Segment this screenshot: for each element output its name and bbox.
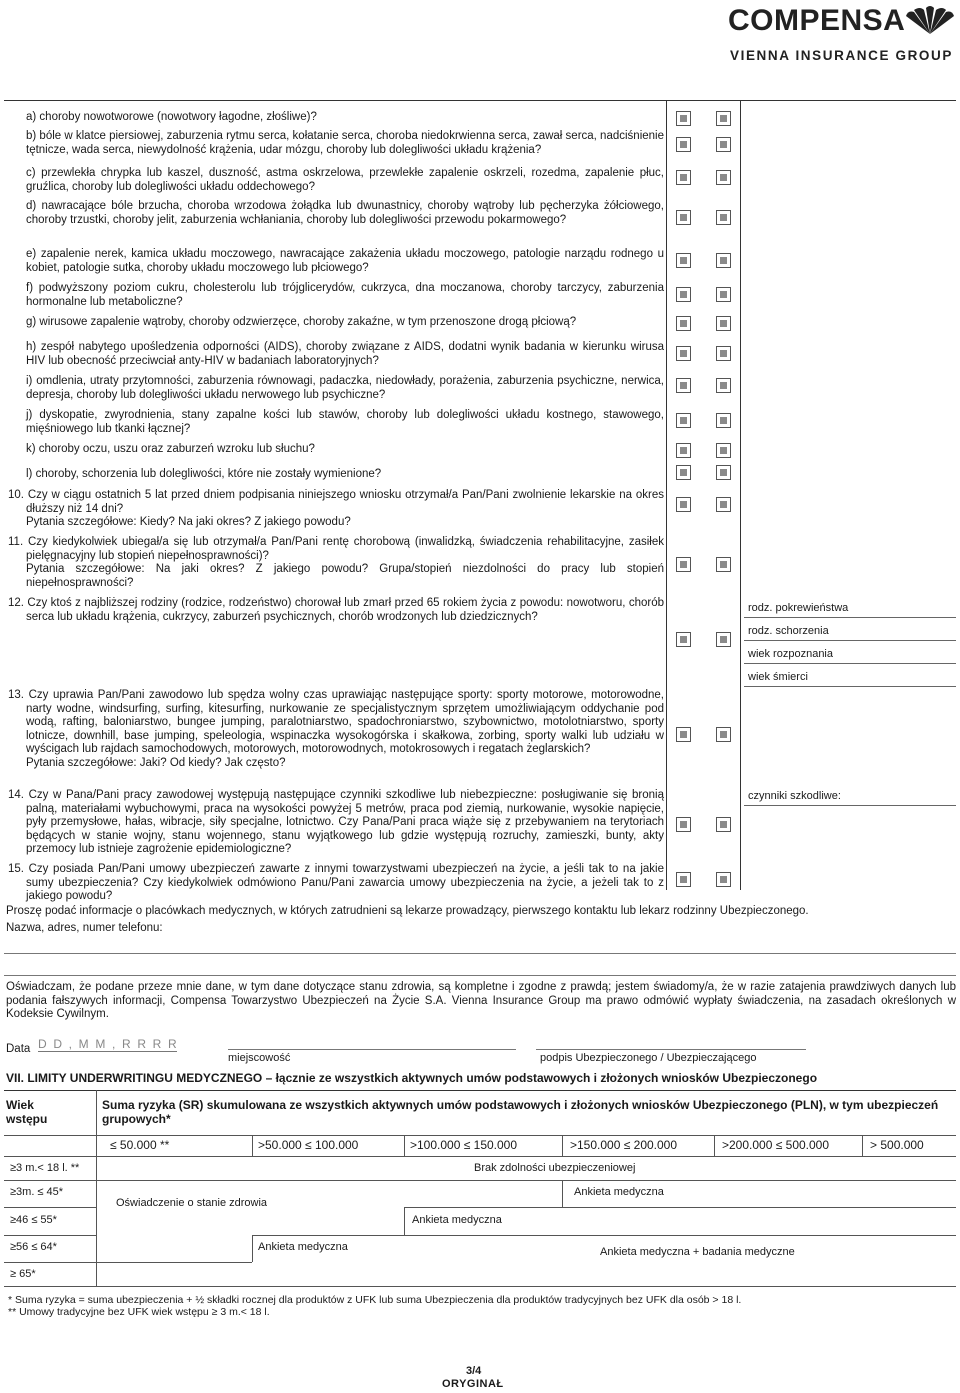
checkbox-f-no[interactable] — [716, 287, 731, 302]
page-number: 3/4 — [466, 1365, 482, 1377]
checkbox-l-yes[interactable] — [676, 465, 691, 480]
range-3: >100.000 ≤ 150.000 — [410, 1138, 518, 1152]
cell-survey-1: Ankieta medyczna — [574, 1186, 664, 1198]
declaration-text: Oświadczam, że podane przeze mnie dane, w tym dane dotyczące stanu zdrowia, są kompletne i zgodne z prawdą; jestem świadomy/a, że w razie zatajenia prawdziwych danych lub podania fałszywych informacji, Compensa Towarzystwo Ubezpieczeń na Życie S.A. Vienna Insurance Group ma prawo odmówić wypłaty świadczenia, na zasadach określonych w Kodeksie Cywilnym. — [6, 981, 956, 1020]
question-14: 14. Czy w Pana/Pani pracy zawodowej występują następujące czynniki szkodliwe lub niebezpieczne: posługiwanie się bronią palną, materiałami wybuchowymi, praca na wysokości powyżej 5 metrów, praca pod ziemią, nurkowanie, wysokie napięcie, pyły przemysłowe, hałas, wibracje, siły specjalne, lotnictwo. Czy Pana/Pani praca wiąże się z przebywaniem na terytoriach będących w stanie wojny, stanu wojennego, stanu wyjątkowego lub gdzie występują rozruchy, zamieszki, bunty, akty przemocy lub istnieje zagrożenie epidemiologiczne? — [8, 789, 664, 855]
checkbox-j-yes[interactable] — [676, 413, 691, 428]
age-row-2: ≥3m. ≤ 45* — [10, 1186, 64, 1198]
checkbox-13-yes[interactable] — [676, 727, 691, 742]
question-b: b) bóle w klatce piersiowej, zaburzenia rytmu serca, kołatanie serca, choroba niedokrwienna serca, zawał serca, nadciśnienie tętnicze, wada serca, niewydolność krążenia, udar mózgu, choroby lub dolegliwości układu krążenia? — [26, 130, 664, 156]
cell-no-capacity: Brak zdolności ubezpieczeniowej — [474, 1162, 636, 1174]
checkbox-h-yes[interactable] — [676, 346, 691, 361]
checkbox-d-yes[interactable] — [676, 210, 691, 225]
checkbox-c-no[interactable] — [716, 170, 731, 185]
question-10: 10. Czy w ciągu ostatnich 5 lat przed dniem podpisania niniejszego wniosku otrzymał/a Pan/Pani zwolnienie lekarskie na okres dłuższy niż 14 dni? Pytania szczegółowe: Kiedy? Na jaki okres? Z jakiego powodu? — [8, 489, 664, 528]
checkbox-a-yes[interactable] — [676, 111, 691, 126]
range-5: >200.000 ≤ 500.000 — [722, 1138, 830, 1152]
label-kinship: rodz. pokrewieństwa — [748, 602, 849, 614]
question-a: a) choroby nowotworowe (nowotwory łagodne, złośliwe)? — [26, 111, 317, 123]
checkbox-d-no[interactable] — [716, 210, 731, 225]
checkbox-14-no[interactable] — [716, 817, 731, 832]
question-15: 15. Czy posiada Pan/Pani umowy ubezpieczeń zawarte z innymi towarzystwami ubezpieczeń na życie, a jeśli tak to na jakie sumy ubezpieczenia? Czy kiedykolwiek odmówiono Panu/Pani zawarcia umowy ubezpieczenia na życie, a jeżeli tak to z jakiego powodu? — [8, 863, 664, 902]
label-harmful-factors: czynniki szkodliwe: — [748, 790, 841, 802]
age-row-5: ≥ 65* — [10, 1268, 36, 1280]
question-13: 13. Czy uprawia Pan/Pani zawodowo lub spędza wolny czas uprawiając następujące sporty: sporty motorowe, motorowodne, narty wodne, windsurfing, surfing, kitesurfing, nurkowanie ze specjalistycznym sprzętem umożliwiającym oddychanie pod wodą, rafting, baloniarstwo, bungee jumping, paralotniarstwo, spadochroniarstwo, szybownictwo, motolotniarstwo, sporty lotnicze, downhill, base jumping, speleologia, wspinaczka wysokogórska i skałkowa, zorbing, sporty walki lub udziału w wyścigach lub rajdach samochodowych, motorowych, motorowodnych, motokrosowych i regatach żeglarskich? Pytania szczegółowe: Jaki? Od kiedy? Jak często? — [8, 689, 664, 769]
cell-survey-2: Ankieta medyczna — [412, 1214, 502, 1226]
checkbox-13-no[interactable] — [716, 727, 731, 742]
medical-info-line — [4, 953, 956, 954]
shell-logo-icon — [902, 4, 958, 39]
footnote-2: ** Umowy tradycyjne bez UFK wiek wstępu ≥ 3 m.< 18 l. — [8, 1306, 270, 1318]
question-h: h) zespół nabytego upośledzenia odporności (AIDS), choroby związane z AIDS, dodatni wynik badania w kierunku wirusa HIV lub obecność przeciwciał anty-HIV w badaniach laboratoryjnych? — [26, 341, 664, 367]
question-11: 11. Czy kiedykolwiek ubiegał/a się lub otrzymał/a Pan/Pani rentę chorobową (inwalidzką, świadczenia rehabilitacyjne, zasiłek pielęgnacyjny lub stopień niepełnosprawności)? Pytania szczegółowe: Na jaki okres? Z jakiego powodu? Grupa/stopień niezdolności do pracy lub stopień niepełnosprawności? — [8, 536, 664, 589]
age-row-3: ≥46 ≤ 55* — [10, 1214, 57, 1226]
question-d: d) nawracające bóle brzucha, choroba wrzodowa żołądka lub dwunastnicy, choroby wątroby lub pęcherzyka żółciowego, choroby trzustki, choroby jelit, zaburzenia wchłaniania, choroby lub dolegliwości przewodu pokarmowego? — [26, 200, 664, 226]
checkbox-f-yes[interactable] — [676, 287, 691, 302]
checkbox-b-no[interactable] — [716, 137, 731, 152]
checkbox-14-yes[interactable] — [676, 817, 691, 832]
checkbox-e-yes[interactable] — [676, 253, 691, 268]
cell-survey-3: Ankieta medyczna — [258, 1241, 348, 1253]
checkbox-12-yes[interactable] — [676, 632, 691, 647]
checkbox-a-no[interactable] — [716, 111, 731, 126]
section-7-title: VII. LIMITY UNDERWRITINGU MEDYCZNEGO – łącznie ze wszystkich aktywnych umów podstawowych i złożonych wniosków Ubezpieczonego — [6, 1071, 818, 1085]
question-k: k) choroby oczu, uszu oraz zaburzeń wzroku lub słuchu? — [26, 443, 315, 455]
age-row-1: ≥3 m.< 18 l. ** — [10, 1162, 80, 1174]
brand-logo: COMPENSA — [728, 4, 906, 37]
question-i: i) omdlenia, utraty przytomności, zaburzenia równowagi, padaczka, niedowłady, porażenia, zaburzenia psychiczne, nerwica, depresja, choroby lub dolegliwości układu nerwowego lub psychiczne? — [26, 375, 664, 401]
age-row-4: ≥56 ≤ 64* — [10, 1241, 57, 1253]
checkbox-g-yes[interactable] — [676, 316, 691, 331]
cell-health-statement: Oświadczenie o stanie zdrowia — [116, 1197, 268, 1209]
question-f: f) podwyższony poziom cukru, cholesterolu lub trójglicerydów, cukrzyca, dna moczanowa, choroby tarczycy, zaburzenia hormonalne lub metaboliczne? — [26, 282, 664, 308]
question-j: j) dyskopatie, zwyrodnienia, stany zapalne kości lub stawów, choroby lub dolegliwości układu kostnego, stawowego, mięśniowego lub tkanki łącznej? — [26, 409, 664, 435]
checkbox-b-yes[interactable] — [676, 137, 691, 152]
sum-header: Suma ryzyka (SR) skumulowana ze wszystkich aktywnych umów podstawowych i złożonych wniosków Ubezpieczonego (PLN), w tym ubezpieczeń grupowych* — [102, 1098, 939, 1126]
checkbox-l-no[interactable] — [716, 465, 731, 480]
checkbox-j-no[interactable] — [716, 413, 731, 428]
footnote-1: * Suma ryzyka = suma ubezpieczenia + ½ składki rocznej dla produktów z UFK lub suma Ubezpieczenia dla produktów tradycyjnych bez UFK dla osób > 18 l. — [8, 1294, 742, 1306]
checkbox-i-yes[interactable] — [676, 378, 691, 393]
checkbox-12-no[interactable] — [716, 632, 731, 647]
checkbox-i-no[interactable] — [716, 378, 731, 393]
checkbox-10-no[interactable] — [716, 497, 731, 512]
checkbox-15-no[interactable] — [716, 872, 731, 887]
label-disease-type: rodz. schorzenia — [748, 625, 829, 637]
question-l: l) choroby, schorzenia lub dolegliwości, które nie zostały wymienione? — [26, 468, 382, 480]
range-6: > 500.000 — [870, 1138, 924, 1152]
group-name: VIENNA INSURANCE GROUP — [730, 48, 953, 63]
place-label: miejscowość — [228, 1052, 291, 1064]
date-label: Data — [6, 1043, 31, 1055]
label-diagnosis-age: wiek rozpoznania — [748, 648, 833, 660]
question-g: g) wirusowe zapalenie wątroby, choroby odzwierzęce, choroby zakaźne, w tym przenoszone drogą płciową? — [26, 316, 577, 328]
date-format[interactable]: D D , M M , R R R R — [38, 1037, 177, 1051]
range-2: >50.000 ≤ 100.000 — [258, 1138, 359, 1152]
range-1: ≤ 50.000 ** — [110, 1138, 170, 1152]
checkbox-10-yes[interactable] — [676, 497, 691, 512]
checkbox-k-yes[interactable] — [676, 443, 691, 458]
checkbox-c-yes[interactable] — [676, 170, 691, 185]
checkbox-11-yes[interactable] — [676, 557, 691, 572]
checkbox-11-no[interactable] — [716, 557, 731, 572]
question-e: e) zapalenie nerek, kamica układu moczowego, nawracające zakażenia układu moczowego, patologie narządu rodnego u kobiet, patologie sutka, choroby układu moczowego lub płciowego? — [26, 248, 664, 274]
checkbox-g-no[interactable] — [716, 316, 731, 331]
label-death-age: wiek śmierci — [748, 671, 808, 683]
question-c: c) przewlekła chrypka lub kaszel, duszność, astma oskrzelowa, przewlekłe zapalenie oskrzeli, rozedma, zapalenie płuc, gruźlica, choroby lub dolegliwości układu oddechowego? — [26, 167, 664, 193]
signature-label: podpis Ubezpieczonego / Ubezpieczającego — [540, 1052, 757, 1064]
range-4: >150.000 ≤ 200.000 — [570, 1138, 678, 1152]
original-label: ORYGINAŁ — [442, 1378, 504, 1390]
checkbox-h-no[interactable] — [716, 346, 731, 361]
checkbox-15-yes[interactable] — [676, 872, 691, 887]
medical-info-text: Proszę podać informacje o placówkach medycznych, w których zatrudnieni są lekarze prowadzący, pierwszego kontaktu lub lekarz rodzinny Ubezpieczonego. Nazwa, adres, numer telefonu: — [6, 905, 809, 934]
cell-survey-exam: Ankieta medyczna + badania medyczne — [600, 1246, 795, 1258]
checkbox-k-no[interactable] — [716, 443, 731, 458]
age-header: Wiek wstępu — [6, 1098, 48, 1126]
checkbox-e-no[interactable] — [716, 253, 731, 268]
question-12: 12. Czy ktoś z najbliższej rodziny (rodzice, rodzeństwo) chorował lub zmarł przed 65 rokiem życia z powodu: nowotworu, chorób serca lub układu krążenia, cukrzycy, zaburzeń psychicznych, chorób wrodzonych lub dziedzicznych? — [8, 597, 664, 623]
